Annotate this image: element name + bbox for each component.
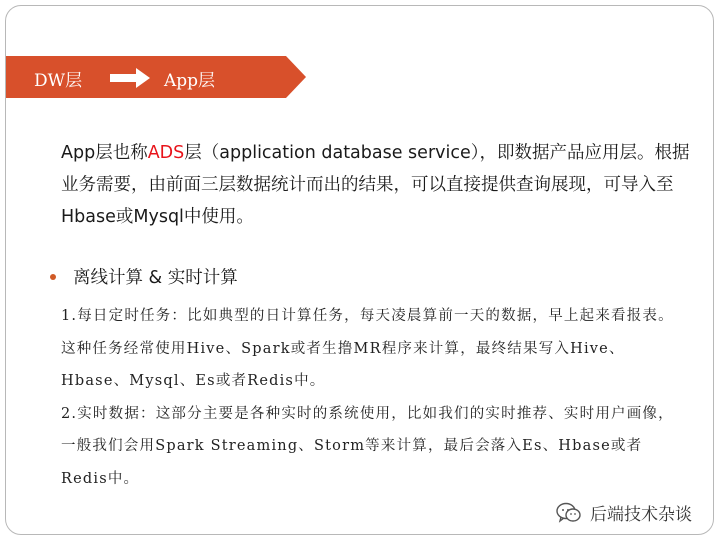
watermark: [556, 500, 692, 525]
intro-suffix: 层（application database service），即数据产品应用层。根据业务需要，由前面三层数据统计而出的结果，可以直接提供查询展现，可导入至Hbase或Mysql中使用。: [61, 143, 690, 227]
slide: [5, 5, 714, 535]
body-paragraph-1: 1.每日定时任务：比如典型的日计算任务，每天凌晨算前一天的数据，早上起来看报表。这种任务经常使用Hive、Spark或者生撸MR程序来计算，最终结果写入Hive、Hbase、Mysql、Es或者Redis中。: [61, 308, 674, 389]
banner-right-label: App层: [164, 71, 216, 91]
bullet-heading: [50, 264, 238, 289]
watermark-text: 后端技术杂谈: [590, 505, 692, 525]
title-banner: [6, 56, 306, 98]
body-paragraph-2: 2.实时数据：这部分主要是各种实时的系统使用，比如我们的实时推荐、实时用户画像，一般我们会用Spark Streaming、Storm等来计算，最后会落入Es、Hbase或者Redis中。: [61, 405, 674, 487]
intro-prefix: App层也称: [61, 143, 148, 163]
wechat-icon: [556, 502, 582, 524]
intro-highlight: ADS: [147, 143, 185, 163]
bullet-dot-icon: [50, 274, 56, 280]
intro-paragraph: [61, 137, 701, 233]
body-text: [61, 300, 681, 495]
bullet-heading-text: 离线计算 & 实时计算: [73, 268, 238, 288]
banner-left-label: DW层: [34, 71, 83, 91]
